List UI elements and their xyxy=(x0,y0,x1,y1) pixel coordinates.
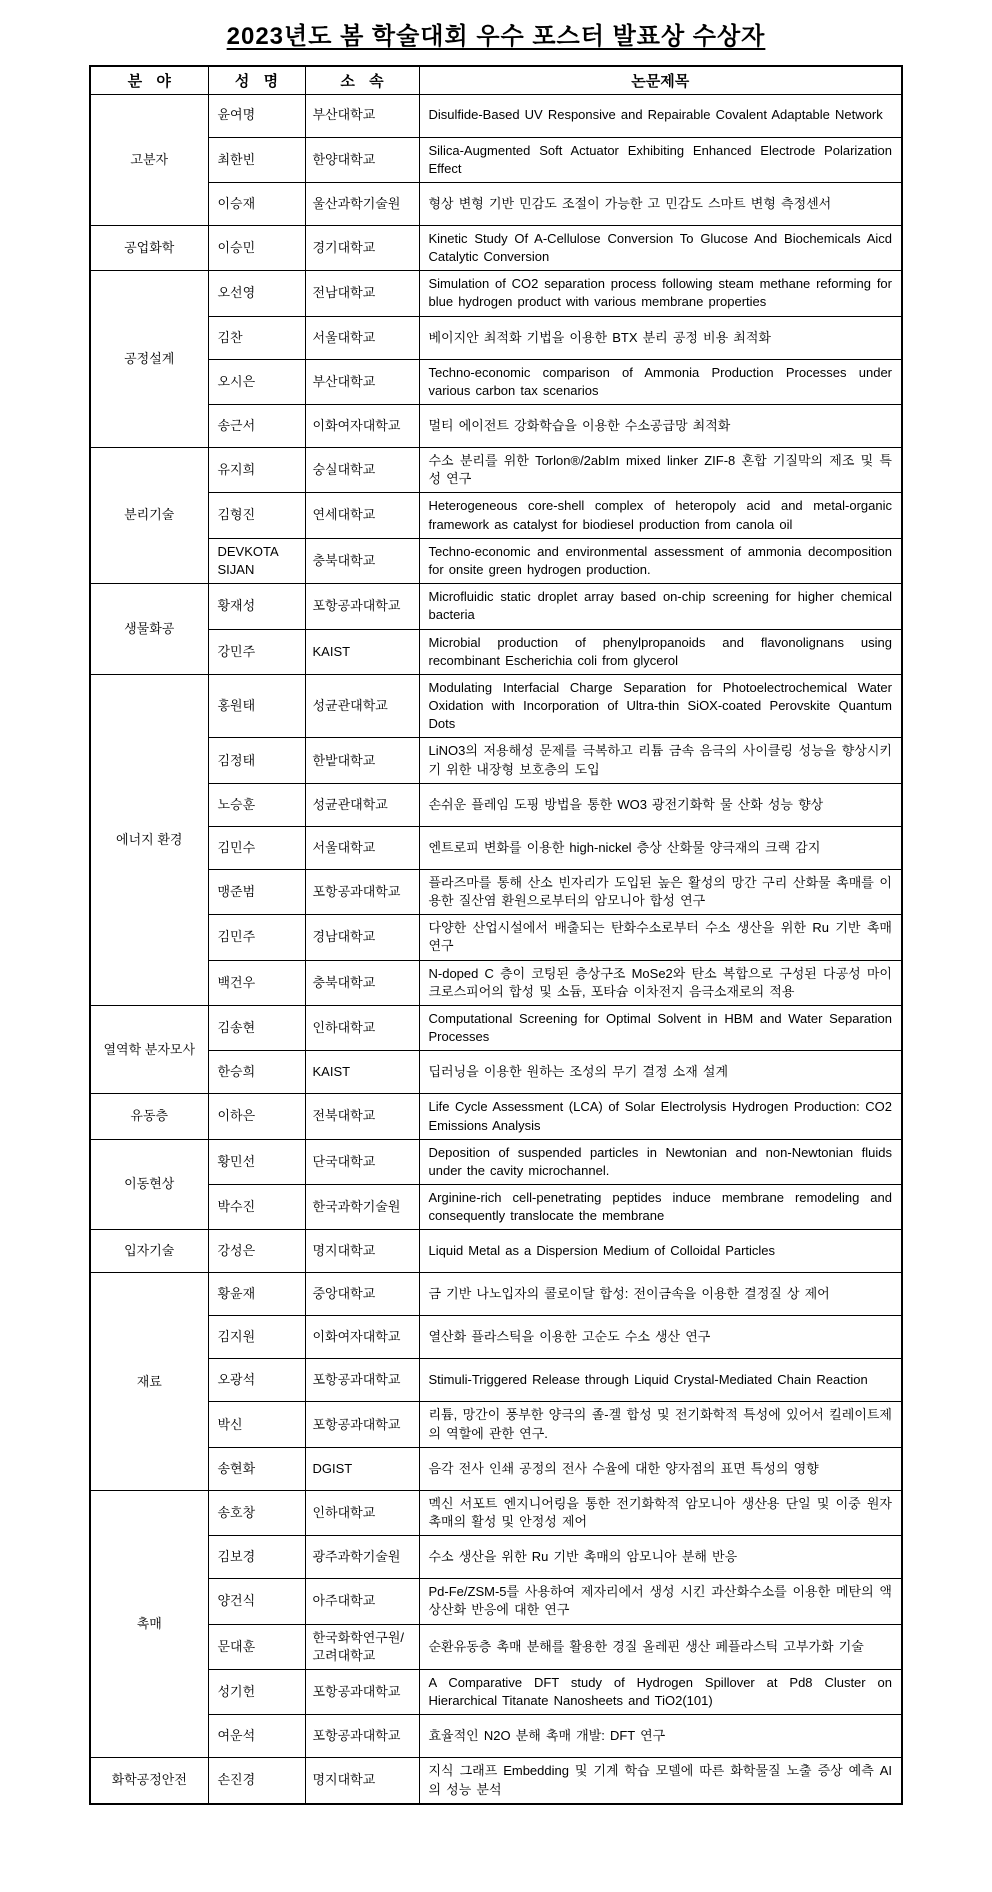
table-row xyxy=(90,405,902,448)
name-cell: 이하은 xyxy=(208,1094,305,1139)
name-cell: 김보경 xyxy=(208,1536,305,1579)
name-cell: 김송현 xyxy=(208,1005,305,1050)
affiliation-cell: 성균관대학교 xyxy=(305,783,419,826)
table-row xyxy=(90,271,902,316)
table-row xyxy=(90,1402,902,1447)
affiliation-cell: 한양대학교 xyxy=(305,137,419,182)
field-cell: 에너지 환경 xyxy=(90,674,208,1005)
name-cell: 성기헌 xyxy=(208,1669,305,1714)
name-cell: 황민선 xyxy=(208,1139,305,1184)
awards-table xyxy=(89,65,903,1805)
title-cell: 음각 전사 인쇄 공정의 전사 수율에 대한 양자점의 표면 특성의 영향 xyxy=(419,1447,902,1490)
title-cell: Microbial production of phenylpropanoids and flavonolignans using recombinant Escherichia coli from glycerol xyxy=(419,629,902,674)
title-cell: Heterogeneous core-shell complex of heteropoly acid and metal-organic framework as catalyst for biodiesel production from canola oil xyxy=(419,493,902,538)
name-cell: 이승민 xyxy=(208,225,305,270)
affiliation-cell: 아주대학교 xyxy=(305,1579,419,1624)
affiliation-cell: 경남대학교 xyxy=(305,915,419,960)
affiliation-cell: 포항공과대학교 xyxy=(305,1402,419,1447)
title-cell: Liquid Metal as a Dispersion Medium of Colloidal Particles xyxy=(419,1230,902,1273)
title-cell: 엔트로피 변화를 이용한 high-nickel 층상 산화물 양극재의 크랙 감지 xyxy=(419,826,902,869)
table-row xyxy=(90,1359,902,1402)
table-row xyxy=(90,225,902,270)
table-row xyxy=(90,674,902,738)
table-row xyxy=(90,1051,902,1094)
table-row xyxy=(90,137,902,182)
name-cell: 이승재 xyxy=(208,182,305,225)
table-row xyxy=(90,1624,902,1669)
title-cell: 효율적인 N2O 분해 촉매 개발: DFT 연구 xyxy=(419,1715,902,1758)
title-cell: 플라즈마를 통해 산소 빈자리가 도입된 높은 활성의 망간 구리 산화물 촉매를 이용한 질산염 환원으로부터의 암모니아 합성 연구 xyxy=(419,869,902,914)
affiliation-cell: 서울대학교 xyxy=(305,826,419,869)
table-row xyxy=(90,584,902,629)
name-cell: 한승희 xyxy=(208,1051,305,1094)
name-cell: 오선영 xyxy=(208,271,305,316)
affiliation-cell: 포항공과대학교 xyxy=(305,1715,419,1758)
column-header: 성 명 xyxy=(208,66,305,94)
title-cell: Stimuli-Triggered Release through Liquid Crystal-Mediated Chain Reaction xyxy=(419,1359,902,1402)
name-cell: 김형진 xyxy=(208,493,305,538)
name-cell: 황재성 xyxy=(208,584,305,629)
title-cell: Computational Screening for Optimal Solvent in HBM and Water Separation Processes xyxy=(419,1005,902,1050)
table-row xyxy=(90,1316,902,1359)
affiliation-cell: 서울대학교 xyxy=(305,316,419,359)
table-row xyxy=(90,1005,902,1050)
affiliation-cell: 성균관대학교 xyxy=(305,674,419,738)
field-cell: 공정설계 xyxy=(90,271,208,448)
table-row xyxy=(90,1715,902,1758)
affiliation-cell: 이화여자대학교 xyxy=(305,1316,419,1359)
name-cell: 백건우 xyxy=(208,960,305,1005)
field-cell: 생물화공 xyxy=(90,584,208,675)
field-cell: 분리기술 xyxy=(90,448,208,584)
column-header: 소 속 xyxy=(305,66,419,94)
table-row xyxy=(90,1273,902,1316)
name-cell: DEVKOTA SIJAN xyxy=(208,538,305,583)
affiliation-cell: 전남대학교 xyxy=(305,271,419,316)
affiliation-cell: 한밭대학교 xyxy=(305,738,419,783)
name-cell: 황윤재 xyxy=(208,1273,305,1316)
field-cell: 입자기술 xyxy=(90,1230,208,1273)
title-cell: 베이지안 최적화 기법을 이용한 BTX 분리 공정 비용 최적화 xyxy=(419,316,902,359)
table-row xyxy=(90,94,902,137)
title-cell: Techno-economic and environmental assessment of ammonia decomposition for onsite green hydrogen production. xyxy=(419,538,902,583)
affiliation-cell: 인하대학교 xyxy=(305,1005,419,1050)
name-cell: 노승훈 xyxy=(208,783,305,826)
table-row xyxy=(90,826,902,869)
table-row xyxy=(90,783,902,826)
field-cell: 고분자 xyxy=(90,94,208,225)
affiliation-cell: 부산대학교 xyxy=(305,359,419,404)
affiliation-cell: 울산과학기술원 xyxy=(305,182,419,225)
table-row xyxy=(90,1669,902,1714)
name-cell: 강성은 xyxy=(208,1230,305,1273)
title-cell: Modulating Interfacial Charge Separation for Photoelectrochemical Water Oxidation with Incorporation of Ultra-thin SiOX-coated Perovskite Quantum Dots xyxy=(419,674,902,738)
name-cell: 김민수 xyxy=(208,826,305,869)
title-cell: A Comparative DFT study of Hydrogen Spillover at Pd8 Cluster on Hierarchical Titanate Nanosheets and TiO2(101) xyxy=(419,1669,902,1714)
affiliation-cell: 충북대학교 xyxy=(305,538,419,583)
name-cell: 양건식 xyxy=(208,1579,305,1624)
column-header: 분 야 xyxy=(90,66,208,94)
affiliation-cell: 한국과학기술원 xyxy=(305,1185,419,1230)
name-cell: 오시은 xyxy=(208,359,305,404)
name-cell: 윤여명 xyxy=(208,94,305,137)
title-cell: 딥러닝을 이용한 원하는 조성의 무기 결정 소재 설계 xyxy=(419,1051,902,1094)
title-cell: Techno-economic comparison of Ammonia Production Processes under various carbon tax scenarios xyxy=(419,359,902,404)
affiliation-cell: 광주과학기술원 xyxy=(305,1536,419,1579)
table-row xyxy=(90,629,902,674)
name-cell: 송현화 xyxy=(208,1447,305,1490)
title-cell: Life Cycle Assessment (LCA) of Solar Electrolysis Hydrogen Production: CO2 Emissions Analysis xyxy=(419,1094,902,1139)
title-cell: 멕신 서포트 엔지니어링을 통한 전기화학적 암모니아 생산용 단일 및 이중 원자 촉매의 활성 및 안정성 제어 xyxy=(419,1490,902,1535)
table-row xyxy=(90,1230,902,1273)
affiliation-cell: 포항공과대학교 xyxy=(305,1669,419,1714)
affiliation-cell: 인하대학교 xyxy=(305,1490,419,1535)
title-cell: 형상 변형 기반 민감도 조절이 가능한 고 민감도 스마트 변형 측정센서 xyxy=(419,182,902,225)
title-cell: Deposition of suspended particles in Newtonian and non-Newtonian fluids under the cavity microchannel. xyxy=(419,1139,902,1184)
affiliation-cell: 한국화학연구원/고려대학교 xyxy=(305,1624,419,1669)
name-cell: 여운석 xyxy=(208,1715,305,1758)
title-cell: Simulation of CO2 separation process following steam methane reforming for blue hydrogen product with various membrane properties xyxy=(419,271,902,316)
table-row xyxy=(90,738,902,783)
name-cell: 송근서 xyxy=(208,405,305,448)
name-cell: 박신 xyxy=(208,1402,305,1447)
table-row xyxy=(90,316,902,359)
affiliation-cell: 전북대학교 xyxy=(305,1094,419,1139)
affiliation-cell: KAIST xyxy=(305,629,419,674)
table-row xyxy=(90,915,902,960)
table-row xyxy=(90,538,902,583)
name-cell: 손진경 xyxy=(208,1758,305,1804)
affiliation-cell: 중앙대학교 xyxy=(305,1273,419,1316)
table-row xyxy=(90,1447,902,1490)
page-title: 2023년도 봄 학술대회 우수 포스터 발표상 수상자 xyxy=(226,23,766,50)
table-row xyxy=(90,182,902,225)
field-cell: 이동현상 xyxy=(90,1139,208,1230)
field-cell: 열역학 분자모사 xyxy=(90,1005,208,1093)
affiliation-cell: 포항공과대학교 xyxy=(305,869,419,914)
name-cell: 김지원 xyxy=(208,1316,305,1359)
name-cell: 송호창 xyxy=(208,1490,305,1535)
name-cell: 맹준범 xyxy=(208,869,305,914)
name-cell: 김찬 xyxy=(208,316,305,359)
title-cell: 멀티 에이전트 강화학습을 이용한 수소공급망 최적화 xyxy=(419,405,902,448)
title-cell: Disulfide-Based UV Responsive and Repairable Covalent Adaptable Network xyxy=(419,94,902,137)
affiliation-cell: 명지대학교 xyxy=(305,1758,419,1804)
title-cell: Kinetic Study Of A-Cellulose Conversion To Glucose And Biochemicals Aicd Catalytic Conversion xyxy=(419,225,902,270)
affiliation-cell: KAIST xyxy=(305,1051,419,1094)
field-cell: 촉매 xyxy=(90,1490,208,1758)
title-cell: Silica-Augmented Soft Actuator Exhibiting Enhanced Electrode Polarization Effect xyxy=(419,137,902,182)
field-cell: 재료 xyxy=(90,1273,208,1490)
table-row xyxy=(90,1139,902,1184)
table-row xyxy=(90,1490,902,1535)
name-cell: 강민주 xyxy=(208,629,305,674)
title-cell: 순환유동층 촉매 분해를 활용한 경질 올레핀 생산 페플라스틱 고부가화 기술 xyxy=(419,1624,902,1669)
name-cell: 문대훈 xyxy=(208,1624,305,1669)
table-row xyxy=(90,448,902,493)
field-cell: 유동층 xyxy=(90,1094,208,1139)
affiliation-cell: 경기대학교 xyxy=(305,225,419,270)
title-cell: 지식 그래프 Embedding 및 기계 학습 모델에 따른 화학물질 노출 증상 예측 AI의 성능 분석 xyxy=(419,1758,902,1804)
affiliation-cell: 연세대학교 xyxy=(305,493,419,538)
table-row xyxy=(90,1579,902,1624)
name-cell: 김정태 xyxy=(208,738,305,783)
affiliation-cell: 포항공과대학교 xyxy=(305,1359,419,1402)
affiliation-cell: 충북대학교 xyxy=(305,960,419,1005)
title-cell: 열산화 플라스틱을 이용한 고순도 수소 생산 연구 xyxy=(419,1316,902,1359)
name-cell: 홍원태 xyxy=(208,674,305,738)
title-cell: 다양한 산업시설에서 배출되는 탄화수소로부터 수소 생산을 위한 Ru 기반 촉매 연구 xyxy=(419,915,902,960)
title-cell: Pd-Fe/ZSM-5를 사용하여 제자리에서 생성 시킨 과산화수소를 이용한 메탄의 액상산화 반응에 대한 연구 xyxy=(419,1579,902,1624)
field-cell: 공업화학 xyxy=(90,225,208,270)
title-cell: 리튬, 망간이 풍부한 양극의 졸-겔 합성 및 전기화학적 특성에 있어서 킬레이트제의 역할에 관한 연구. xyxy=(419,1402,902,1447)
field-cell: 화학공정안전 xyxy=(90,1758,208,1804)
name-cell: 오광석 xyxy=(208,1359,305,1402)
column-header: 논문제목 xyxy=(419,66,902,94)
table-row xyxy=(90,1185,902,1230)
affiliation-cell: 포항공과대학교 xyxy=(305,584,419,629)
table-row xyxy=(90,1758,902,1804)
affiliation-cell: 숭실대학교 xyxy=(305,448,419,493)
title-cell: 수소 분리를 위한 Torlon®/2abIm mixed linker ZIF-8 혼합 기질막의 제조 및 특성 연구 xyxy=(419,448,902,493)
name-cell: 최한빈 xyxy=(208,137,305,182)
table-row xyxy=(90,493,902,538)
affiliation-cell: 부산대학교 xyxy=(305,94,419,137)
affiliation-cell: 단국대학교 xyxy=(305,1139,419,1184)
name-cell: 유지희 xyxy=(208,448,305,493)
title-cell: N-doped C 층이 코팅된 층상구조 MoSe2와 탄소 복합으로 구성된 다공성 마이크로스피어의 합성 및 소듐, 포타슘 이차전지 음극소재로의 적용 xyxy=(419,960,902,1005)
awards-table-body xyxy=(90,94,902,1804)
table-row xyxy=(90,359,902,404)
affiliation-cell: DGIST xyxy=(305,1447,419,1490)
title-cell: LiNO3의 저용해성 문제를 극복하고 리튬 금속 음극의 사이클링 성능을 향상시키기 위한 내장형 보호층의 도입 xyxy=(419,738,902,783)
title-cell: Microfluidic static droplet array based on-chip screening for higher chemical bacteria xyxy=(419,584,902,629)
title-cell: 손쉬운 플레임 도핑 방법을 통한 WO3 광전기화학 물 산화 성능 향상 xyxy=(419,783,902,826)
title-cell: 수소 생산을 위한 Ru 기반 촉매의 암모니아 분해 반응 xyxy=(419,1536,902,1579)
affiliation-cell: 이화여자대학교 xyxy=(305,405,419,448)
header-row xyxy=(90,66,902,94)
table-row xyxy=(90,869,902,914)
name-cell: 박수진 xyxy=(208,1185,305,1230)
table-row xyxy=(90,1536,902,1579)
affiliation-cell: 명지대학교 xyxy=(305,1230,419,1273)
table-row xyxy=(90,1094,902,1139)
table-row xyxy=(90,960,902,1005)
title-cell: Arginine-rich cell-penetrating peptides induce membrane remodeling and consequently translocate the membrane xyxy=(419,1185,902,1230)
name-cell: 김민주 xyxy=(208,915,305,960)
title-cell: 금 기반 나노입자의 콜로이달 합성: 전이금속을 이용한 결정질 상 제어 xyxy=(419,1273,902,1316)
